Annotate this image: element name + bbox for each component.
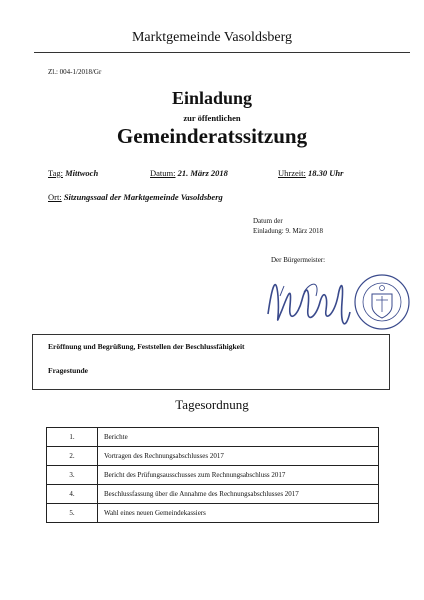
signature-area [260,266,415,336]
municipality-header: Marktgemeinde Vasoldsberg [131,30,293,45]
table-row [47,485,379,504]
time-label: Uhrzeit: [278,168,306,178]
time-field [278,168,343,178]
agenda-table [46,427,379,523]
agenda-number: 5. [47,504,98,523]
table-row [47,447,379,466]
date-value: 21. März 2018 [177,168,228,178]
agenda-text: Vortragen des Rechnungsabschlusses 2017 [98,447,379,466]
document-title: Einladung [171,88,253,108]
place-field [48,192,223,202]
agenda-text: Beschlussfassung über die Annahme des Rechnungsabschlusses 2017 [98,485,379,504]
date-field [150,168,228,178]
preliminary-item: Fragestunde [48,366,88,375]
agenda-text: Berichte [98,428,379,447]
reference-number: Zl.: 004-1/2018/Gr [48,68,102,76]
agenda-number: 4. [47,485,98,504]
table-row [47,428,379,447]
agenda-text: Wahl eines neuen Gemeindekassiers [98,504,379,523]
invitation-date-line1: Datum der [253,217,283,225]
time-value: 18.30 Uhr [307,168,344,178]
table-row [47,466,379,485]
invitation-date [253,216,323,236]
place-value: Sitzungssaal der Marktgemeinde Vasoldsberg [63,192,223,202]
agenda-number: 3. [47,466,98,485]
handwritten-signature-icon [260,266,415,336]
agenda-number: 2. [47,447,98,466]
agenda-title: Tagesordnung [175,397,249,412]
invitation-date-line2: Einladung: 9. März 2018 [253,227,323,235]
header-divider [34,52,410,53]
day-label: Tag: [48,168,63,178]
meeting-type-title: Gemeinderatssitzung [116,124,308,148]
municipal-seal-icon [355,275,409,329]
day-field [48,168,98,178]
date-label: Datum: [150,168,176,178]
day-value: Mittwoch [65,168,99,178]
agenda-number: 1. [47,428,98,447]
preliminary-item: Eröffnung und Begrüßung, Feststellen der Beschlussfähigkeit [48,342,245,351]
table-row [47,504,379,523]
document-subtitle: zur öffentlichen [183,113,241,123]
place-label: Ort: [48,192,62,202]
mayor-label: Der Bürgermeister: [271,256,326,264]
agenda-text: Bericht des Prüfungsausschusses zum Rechnungsabschluss 2017 [98,466,379,485]
